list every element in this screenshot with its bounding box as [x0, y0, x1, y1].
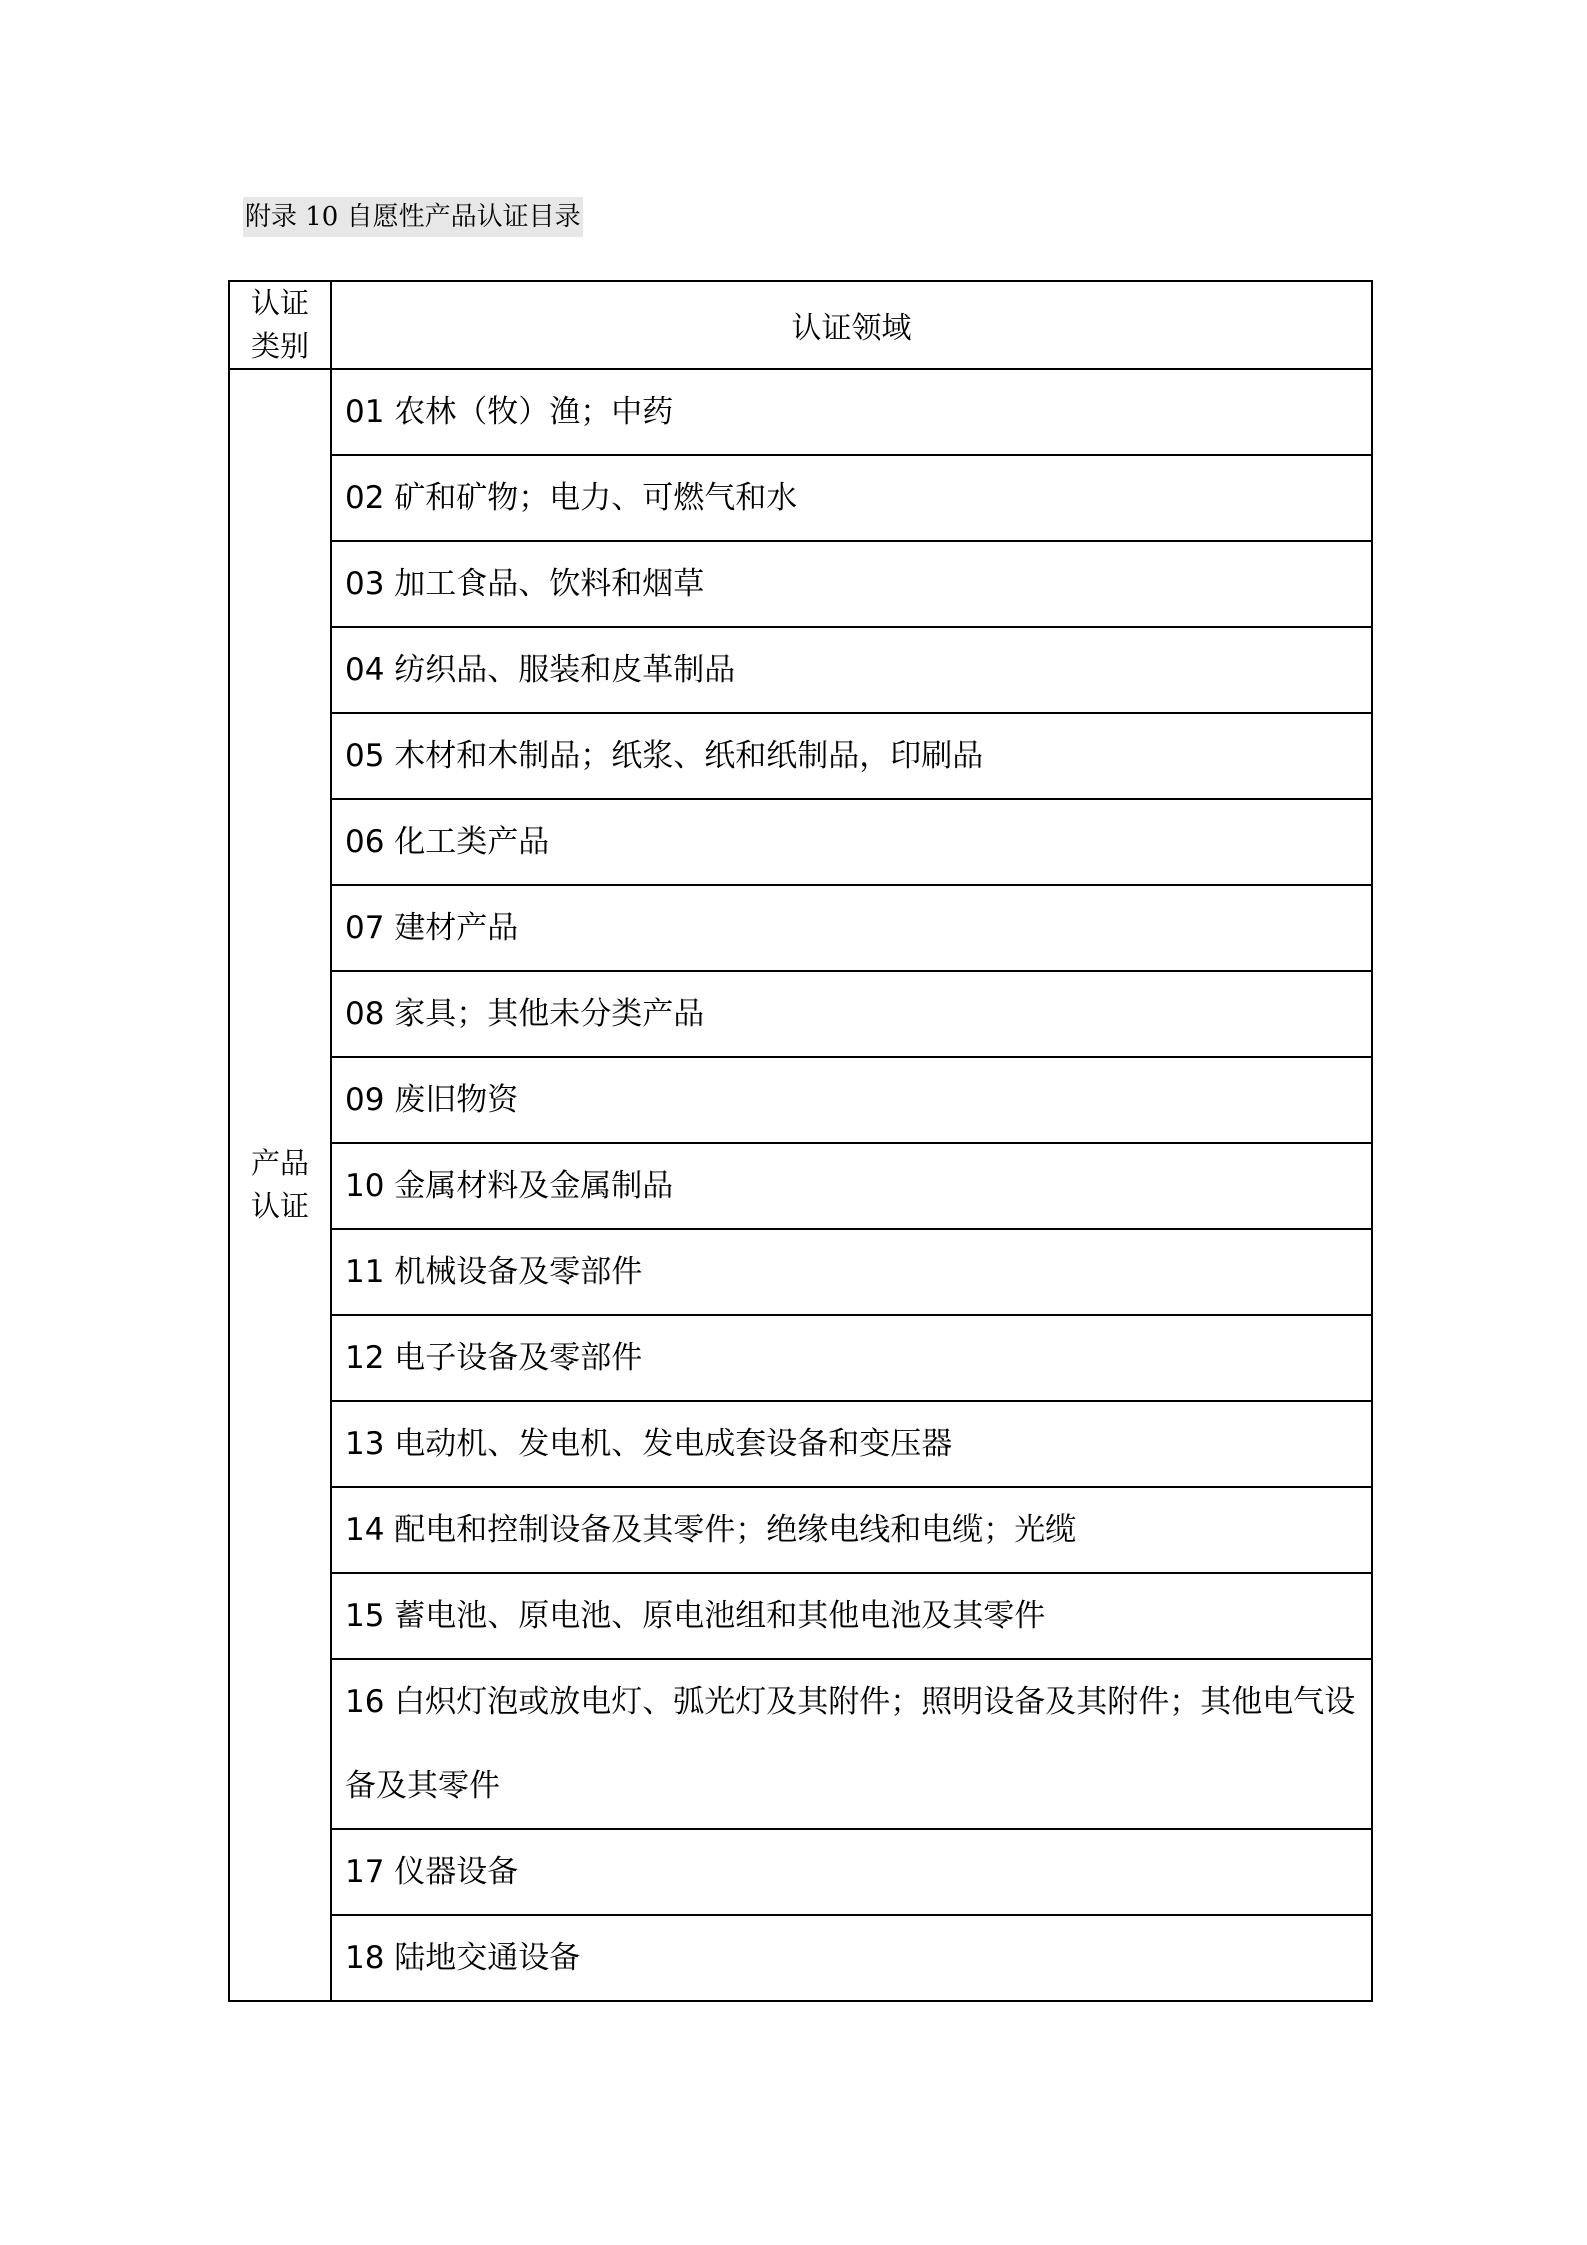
table-row	[229, 1143, 1372, 1229]
table-row	[229, 799, 1372, 885]
field-item: 05 木材和木制品；纸浆、纸和纸制品，印刷品	[331, 713, 1372, 799]
field-item: 06 化工类产品	[331, 799, 1372, 885]
field-item: 04 纺织品、服装和皮革制品	[331, 627, 1372, 713]
category-cell-product-certification	[229, 369, 331, 2001]
category-line2: 认证	[250, 1189, 309, 1223]
table-row	[229, 1659, 1372, 1829]
table-row	[229, 713, 1372, 799]
certification-catalog-table	[228, 280, 1373, 2002]
table-row	[229, 369, 1372, 455]
table-row	[229, 1487, 1372, 1573]
field-item: 16 白炽灯泡或放电灯、弧光灯及其附件；照明设备及其附件；其他电气设备及其零件	[331, 1659, 1372, 1829]
field-item: 03 加工食品、饮料和烟草	[331, 541, 1372, 627]
field-item: 13 电动机、发电机、发电成套设备和变压器	[331, 1401, 1372, 1487]
table-row	[229, 1915, 1372, 2001]
field-item: 09 废旧物资	[331, 1057, 1372, 1143]
document-title: 附录 10 自愿性产品认证目录	[243, 197, 583, 237]
table-row	[229, 1829, 1372, 1915]
field-item: 10 金属材料及金属制品	[331, 1143, 1372, 1229]
field-item: 01 农林（牧）渔；中药	[331, 369, 1372, 455]
field-item: 11 机械设备及零部件	[331, 1229, 1372, 1315]
header-category-line2: 类别	[250, 329, 309, 363]
table-header-row	[229, 281, 1372, 369]
header-field-cell: 认证领域	[331, 281, 1372, 369]
table-row	[229, 627, 1372, 713]
field-item: 07 建材产品	[331, 885, 1372, 971]
field-item: 17 仪器设备	[331, 1829, 1372, 1915]
field-item: 14 配电和控制设备及其零件；绝缘电线和电缆；光缆	[331, 1487, 1372, 1573]
table-row	[229, 1229, 1372, 1315]
table-row	[229, 541, 1372, 627]
field-item: 15 蓄电池、原电池、原电池组和其他电池及其零件	[331, 1573, 1372, 1659]
table-row	[229, 1573, 1372, 1659]
field-item: 08 家具；其他未分类产品	[331, 971, 1372, 1057]
table-row	[229, 971, 1372, 1057]
header-category-cell	[229, 281, 331, 369]
field-item: 02 矿和矿物；电力、可燃气和水	[331, 455, 1372, 541]
table-row	[229, 1315, 1372, 1401]
category-line1: 产品	[250, 1146, 309, 1180]
header-category-line1: 认证	[250, 286, 309, 320]
table-row	[229, 885, 1372, 971]
table-row	[229, 1057, 1372, 1143]
table-row	[229, 1401, 1372, 1487]
field-item: 18 陆地交通设备	[331, 1915, 1372, 2001]
field-item: 12 电子设备及零部件	[331, 1315, 1372, 1401]
table-row	[229, 455, 1372, 541]
